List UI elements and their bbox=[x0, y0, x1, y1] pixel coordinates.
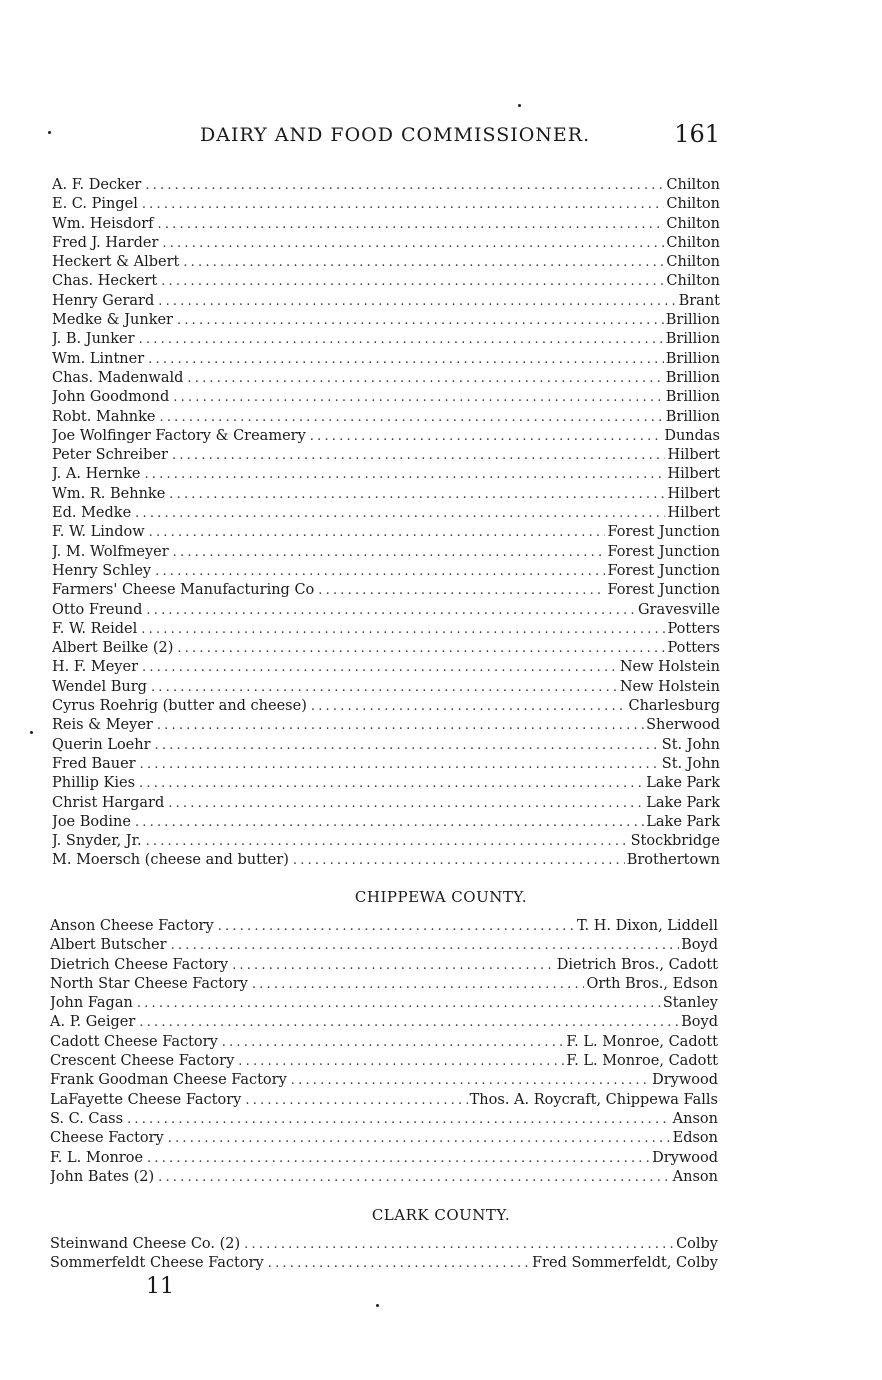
list-item bbox=[50, 1236, 718, 1255]
entry-name: Phillip Kies bbox=[52, 775, 136, 792]
entry-place: Hilbert bbox=[667, 485, 720, 502]
entry-name: F. L. Monroe bbox=[50, 1149, 144, 1166]
entry-place: Anson bbox=[672, 1110, 718, 1127]
entry-place: Sherwood bbox=[646, 717, 720, 734]
dot-leader bbox=[142, 660, 618, 675]
dot-leader bbox=[146, 834, 629, 849]
dot-leader bbox=[139, 332, 664, 347]
dot-leader bbox=[141, 622, 665, 637]
list-item bbox=[52, 775, 720, 794]
list-item bbox=[52, 331, 720, 350]
list-item bbox=[50, 1150, 718, 1169]
entry-place: Lake Park bbox=[646, 775, 720, 792]
entry-name: Crescent Cheese Factory bbox=[50, 1053, 235, 1070]
dot-leader bbox=[238, 1054, 564, 1069]
list-item bbox=[52, 254, 720, 273]
entry-place: Brillion bbox=[665, 312, 720, 329]
entry-name: J. B. Junker bbox=[52, 331, 135, 348]
list-item bbox=[52, 717, 720, 736]
dot-leader bbox=[158, 294, 676, 309]
entry-name: John Bates (2) bbox=[50, 1168, 155, 1185]
list-item bbox=[52, 177, 720, 196]
entry-place: Boyd bbox=[681, 1014, 718, 1031]
list-item bbox=[52, 640, 720, 659]
entry-name: Chas. Madenwald bbox=[52, 369, 184, 386]
running-title: DAIRY AND FOOD COMMISSIONER. bbox=[200, 124, 591, 146]
list-item bbox=[52, 389, 720, 408]
entry-name: Albert Butscher bbox=[50, 937, 167, 954]
entry-name: Fred J. Harder bbox=[52, 234, 159, 251]
entry-place: Drywood bbox=[652, 1149, 718, 1166]
list-item bbox=[50, 1053, 718, 1072]
list-item bbox=[52, 293, 720, 312]
list-item bbox=[52, 235, 720, 254]
entry-name: H. F. Meyer bbox=[52, 659, 139, 676]
entry-place: Fred Sommerfeldt, Colby bbox=[532, 1255, 718, 1272]
clark-entries-list bbox=[50, 1236, 718, 1275]
list-item bbox=[52, 370, 720, 389]
entry-name: Wendel Burg bbox=[52, 678, 147, 695]
entry-place: Anson bbox=[672, 1168, 718, 1185]
speck bbox=[518, 104, 521, 107]
entry-place: New Holstein bbox=[619, 659, 720, 676]
entry-name: Dietrich Cheese Factory bbox=[50, 956, 229, 973]
entry-name: Cyrus Roehrig (butter and cheese) bbox=[52, 698, 307, 715]
speck bbox=[30, 731, 33, 734]
dot-leader bbox=[245, 1093, 467, 1108]
list-item bbox=[52, 312, 720, 331]
dot-leader bbox=[232, 958, 555, 973]
entry-name: Anson Cheese Factory bbox=[50, 918, 214, 934]
list-item bbox=[52, 486, 720, 505]
dot-leader bbox=[145, 178, 664, 193]
entry-place: Chilton bbox=[666, 177, 720, 193]
dot-leader bbox=[155, 738, 660, 753]
entry-name: Chas. Heckert bbox=[52, 273, 158, 290]
entry-name: Wm. Heisdorf bbox=[52, 215, 154, 232]
entry-place: T. H. Dixon, Liddell bbox=[576, 918, 718, 934]
entry-place: Brillion bbox=[665, 389, 720, 406]
entry-place: Brillion bbox=[665, 408, 720, 425]
entry-place: Dundas bbox=[664, 427, 720, 444]
dot-leader bbox=[144, 467, 665, 482]
list-item bbox=[52, 505, 720, 524]
entry-place: Chilton bbox=[666, 234, 720, 251]
dot-leader bbox=[135, 506, 665, 521]
dot-leader bbox=[127, 1112, 671, 1127]
dot-leader bbox=[151, 680, 618, 695]
dot-leader bbox=[158, 217, 665, 232]
entry-place: St. John bbox=[661, 755, 720, 772]
entry-name: A. F. Decker bbox=[52, 177, 142, 193]
list-item bbox=[50, 976, 718, 995]
page-number: 161 bbox=[674, 120, 720, 148]
dot-leader bbox=[137, 996, 661, 1011]
dot-leader bbox=[268, 1256, 530, 1271]
entry-place: Forest Junction bbox=[607, 582, 720, 599]
entry-place: Charlesburg bbox=[628, 698, 720, 715]
entry-name: Joe Bodine bbox=[52, 813, 131, 830]
entry-place: Dietrich Bros., Cadott bbox=[556, 956, 718, 973]
entry-place: Brillion bbox=[665, 369, 720, 386]
speck bbox=[376, 1304, 379, 1307]
list-item bbox=[52, 563, 720, 582]
entry-place: Boyd bbox=[681, 937, 718, 954]
entry-place: Hilbert bbox=[667, 447, 720, 464]
dot-leader bbox=[160, 410, 664, 425]
list-item bbox=[52, 602, 720, 621]
entry-place: Chilton bbox=[666, 254, 720, 271]
entry-name: J. A. Hernke bbox=[52, 466, 141, 483]
entry-name: John Goodmond bbox=[52, 389, 170, 406]
entry-place: Edson bbox=[672, 1130, 718, 1147]
entry-name: E. C. Pingel bbox=[52, 196, 138, 213]
entry-name: S. C. Cass bbox=[50, 1110, 124, 1127]
dot-leader bbox=[187, 371, 663, 386]
entry-place: F. L. Monroe, Cadott bbox=[566, 1033, 718, 1050]
list-item bbox=[52, 814, 720, 833]
entry-place: Forest Junction bbox=[607, 524, 720, 541]
entry-name: Robt. Mahnke bbox=[52, 408, 156, 425]
dot-leader bbox=[183, 255, 664, 270]
dot-leader bbox=[149, 525, 606, 540]
entry-name: Frank Goodman Cheese Factory bbox=[50, 1072, 287, 1089]
entry-place: Lake Park bbox=[646, 813, 720, 830]
dot-leader bbox=[140, 757, 660, 772]
list-item bbox=[52, 447, 720, 466]
dot-leader bbox=[173, 390, 664, 405]
list-item bbox=[50, 1072, 718, 1091]
entry-name: Farmers' Cheese Manufacturing Co bbox=[52, 582, 315, 599]
entry-place: Drywood bbox=[652, 1072, 718, 1089]
entry-name: Reis & Meyer bbox=[52, 717, 153, 734]
entry-name: F. W. Reidel bbox=[52, 620, 138, 637]
entry-name: John Fagan bbox=[50, 995, 133, 1012]
entry-place: Chilton bbox=[666, 215, 720, 232]
dot-leader bbox=[148, 352, 664, 367]
entry-place: Lake Park bbox=[646, 794, 720, 811]
list-item bbox=[52, 659, 720, 678]
list-item bbox=[52, 852, 720, 871]
entry-place: Stockbridge bbox=[630, 833, 720, 850]
list-item bbox=[52, 196, 720, 215]
dot-leader bbox=[168, 1131, 671, 1146]
list-item bbox=[52, 544, 720, 563]
list-item bbox=[50, 1130, 718, 1149]
entry-place: Brillion bbox=[665, 350, 720, 367]
list-item bbox=[52, 409, 720, 428]
entry-place: Potters bbox=[667, 620, 720, 637]
dot-leader bbox=[139, 776, 644, 791]
dot-leader bbox=[139, 1015, 679, 1030]
entry-place: Chilton bbox=[666, 196, 720, 213]
chippewa-entries-list bbox=[50, 918, 718, 1188]
dot-leader bbox=[168, 796, 644, 811]
entry-place: Brothertown bbox=[626, 852, 720, 869]
list-item bbox=[50, 995, 718, 1014]
entry-name: Peter Schreiber bbox=[52, 447, 168, 464]
entry-name: Wm. R. Behnke bbox=[52, 485, 166, 502]
dot-leader bbox=[161, 274, 664, 289]
entry-name: J. Snyder, Jr. bbox=[52, 833, 142, 850]
list-item bbox=[52, 833, 720, 852]
list-item bbox=[50, 1034, 718, 1053]
entry-place: Forest Junction bbox=[607, 562, 720, 579]
entry-name: Querin Loehr bbox=[52, 736, 151, 753]
chippewa-county-heading: CHIPPEWA COUNTY. bbox=[354, 888, 528, 906]
dot-leader bbox=[310, 429, 663, 444]
list-item bbox=[52, 621, 720, 640]
dot-leader bbox=[146, 603, 636, 618]
entry-name: Steinwand Cheese Co. (2) bbox=[50, 1236, 241, 1252]
entry-place: Orth Bros., Edson bbox=[586, 975, 718, 992]
list-item bbox=[50, 937, 718, 956]
dot-leader bbox=[177, 641, 665, 656]
entry-place: Brillion bbox=[665, 331, 720, 348]
list-item bbox=[50, 1111, 718, 1130]
clark-county-heading: CLARK COUNTY. bbox=[371, 1206, 511, 1224]
entry-name: A. P. Geiger bbox=[50, 1014, 136, 1031]
list-item bbox=[50, 957, 718, 976]
entry-place: Colby bbox=[676, 1236, 718, 1252]
list-item bbox=[52, 756, 720, 775]
list-item bbox=[52, 795, 720, 814]
list-item bbox=[50, 1092, 718, 1111]
list-item bbox=[50, 1014, 718, 1033]
entry-name: Ed. Medke bbox=[52, 505, 132, 522]
entry-place: Thos. A. Roycraft, Chippewa Falls bbox=[469, 1091, 718, 1108]
entry-name: M. Moersch (cheese and butter) bbox=[52, 852, 289, 869]
dot-leader bbox=[172, 448, 665, 463]
dot-leader bbox=[169, 487, 665, 502]
entry-place: New Holstein bbox=[619, 678, 720, 695]
entry-name: Cadott Cheese Factory bbox=[50, 1033, 218, 1050]
dot-leader bbox=[252, 977, 585, 992]
entry-name: Henry Gerard bbox=[52, 292, 155, 309]
entry-place: Hilbert bbox=[667, 466, 720, 483]
entry-place: Potters bbox=[667, 640, 720, 657]
entry-name: Wm. Lintner bbox=[52, 350, 145, 367]
entry-name: Fred Bauer bbox=[52, 755, 136, 772]
list-item bbox=[50, 918, 718, 937]
list-item bbox=[52, 428, 720, 447]
list-item bbox=[52, 273, 720, 292]
entry-place: Gravesville bbox=[637, 601, 720, 618]
list-item bbox=[52, 351, 720, 370]
speck bbox=[48, 131, 51, 134]
dot-leader bbox=[244, 1237, 674, 1252]
entry-name: North Star Cheese Factory bbox=[50, 975, 248, 992]
entry-name: Heckert & Albert bbox=[52, 254, 180, 271]
dot-leader bbox=[311, 699, 627, 714]
dot-leader bbox=[155, 564, 605, 579]
dot-leader bbox=[291, 1073, 650, 1088]
calumet-entries-list bbox=[52, 177, 720, 872]
dot-leader bbox=[171, 938, 680, 953]
list-item bbox=[52, 698, 720, 717]
entry-place: Brant bbox=[678, 292, 720, 309]
signature-mark: 11 bbox=[146, 1274, 174, 1299]
entry-name: Cheese Factory bbox=[50, 1130, 164, 1147]
entry-name: Christ Hargard bbox=[52, 794, 165, 811]
entry-name: Henry Schley bbox=[52, 562, 152, 579]
entry-name: F. W. Lindow bbox=[52, 524, 145, 541]
dot-leader bbox=[147, 1151, 650, 1166]
dot-leader bbox=[218, 919, 575, 934]
list-item bbox=[52, 466, 720, 485]
dot-leader bbox=[177, 313, 664, 328]
dot-leader bbox=[157, 718, 644, 733]
dot-leader bbox=[293, 853, 625, 868]
list-item bbox=[52, 679, 720, 698]
dot-leader bbox=[142, 197, 665, 212]
entry-place: St. John bbox=[661, 736, 720, 753]
entry-name: Joe Wolfinger Factory & Creamery bbox=[52, 427, 306, 444]
entry-place: Stanley bbox=[662, 995, 718, 1012]
entry-place: F. L. Monroe, Cadott bbox=[566, 1053, 718, 1070]
dot-leader bbox=[318, 583, 605, 598]
entry-name: LaFayette Cheese Factory bbox=[50, 1091, 242, 1108]
entry-name: Otto Freund bbox=[52, 601, 143, 618]
entry-name: J. M. Wolfmeyer bbox=[52, 543, 169, 560]
entry-place: Forest Junction bbox=[607, 543, 720, 560]
entry-name: Sommerfeldt Cheese Factory bbox=[50, 1255, 264, 1272]
dot-leader bbox=[162, 236, 664, 251]
dot-leader bbox=[173, 545, 606, 560]
list-item bbox=[50, 1169, 718, 1188]
dot-leader bbox=[222, 1035, 565, 1050]
list-item bbox=[52, 737, 720, 756]
list-item bbox=[52, 216, 720, 235]
entry-place: Chilton bbox=[666, 273, 720, 290]
list-item bbox=[50, 1255, 718, 1274]
entry-place: Hilbert bbox=[667, 505, 720, 522]
dot-leader bbox=[158, 1170, 671, 1185]
list-item bbox=[52, 582, 720, 601]
list-item bbox=[52, 524, 720, 543]
entry-name: Medke & Junker bbox=[52, 312, 173, 329]
dot-leader bbox=[135, 815, 644, 830]
page-header bbox=[200, 120, 720, 148]
entry-name: Albert Beilke (2) bbox=[52, 640, 174, 657]
